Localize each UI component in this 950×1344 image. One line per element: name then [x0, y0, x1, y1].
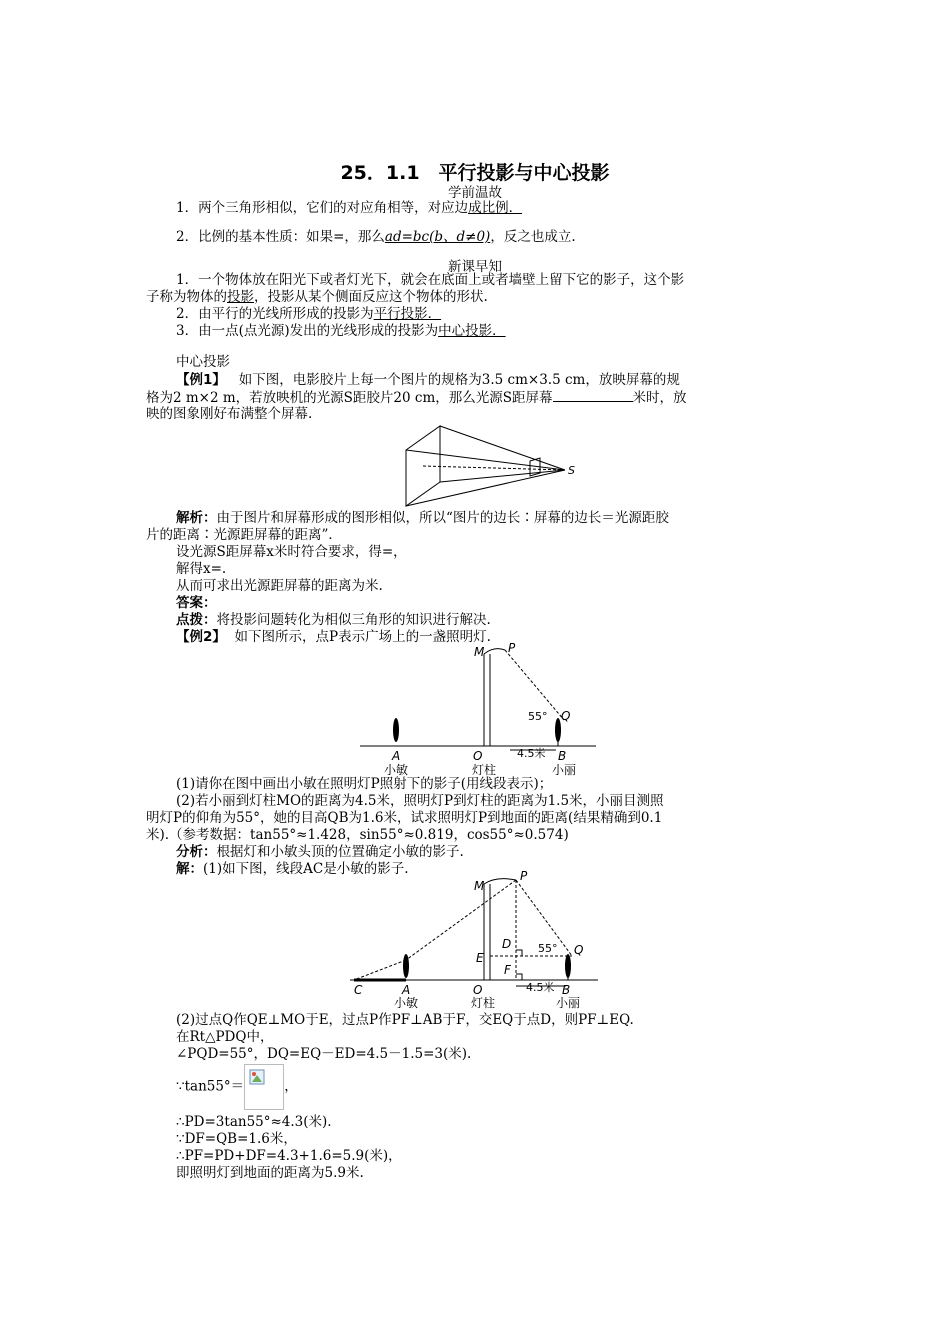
- ex2-solution-2-6: ∵DF=QB=1.6米，: [176, 1131, 297, 1147]
- label-distance: 4.5米: [517, 747, 546, 760]
- label-M2: M: [474, 879, 485, 893]
- label-C: C: [354, 983, 363, 997]
- street-lamp-figure-2: [350, 870, 600, 1010]
- ex2-analysis: 分析：根据灯和小敏头顶的位置确定小敏的影子.: [176, 844, 464, 860]
- label-F: F: [504, 963, 511, 977]
- ex2-solution-1: 解：(1)如下图，线段AC是小敏的影子.: [176, 861, 409, 877]
- preview-p2: 2．由平行的光线所形成的投影为平行投影．: [176, 306, 442, 322]
- ex1-answer-label: 答案：: [176, 595, 217, 611]
- preview-p1-line2: 子称为物体的投影，投影从某个侧面反应这个物体的形状.: [146, 289, 488, 305]
- label-D: D: [502, 937, 512, 951]
- label-A: A: [392, 749, 401, 763]
- label-xiaoli: 小丽: [552, 763, 577, 777]
- ex1-solution-2: 片的距离∶光源距屏幕的距离”．: [146, 527, 342, 543]
- ex2-solution-2-3: ∠PQD=55°，DQ=EQ－ED=4.5－1.5=3(米).: [176, 1046, 472, 1062]
- review-item-1: 1．两个三角形相似，它们的对应角相等，对应边成比例．: [176, 200, 523, 216]
- ex1-solution-1: 解析：由于图片和屏幕形成的图形相似，所以“图片的边长∶屏幕的边长＝光源距胶: [176, 510, 669, 526]
- label-E: E: [476, 951, 484, 965]
- label-P2: P: [520, 869, 528, 883]
- page-title: 25．1.1 平行投影与中心投影: [340, 162, 610, 184]
- ex2-question-2b: 明灯P的仰角为55°，她的目高QB为1.6米，试求照明灯P到地面的距离(结果精确到0.1: [146, 810, 663, 826]
- ex2-question-1: (1)请你在图中画出小敏在照明灯P照射下的影子(用线段表示)；: [176, 776, 553, 792]
- label-S: S: [568, 464, 575, 477]
- example2-line1: 【例2】 如下图所示，点P表示广场上的一盏照明灯.: [176, 629, 491, 645]
- label-pole-2: 灯柱: [471, 996, 496, 1010]
- label-angle: 55°: [528, 710, 548, 723]
- ex2-solution-2-1: (2)过点Q作QE⊥MO于E，过点P作PF⊥AB于F，交EQ于点D，则PF⊥EQ.: [176, 1012, 634, 1028]
- label-xiaoli-2: 小丽: [556, 996, 581, 1010]
- label-xiaomin-2: 小敏: [394, 996, 419, 1010]
- label-xiaomin: 小敏: [384, 763, 409, 777]
- label-M: M: [474, 645, 485, 659]
- label-Q: Q: [561, 709, 571, 723]
- label-B: B: [558, 749, 567, 763]
- ex2-solution-2-8: 即照明灯到地面的距离为5.9米.: [176, 1165, 364, 1181]
- label-angle-2: 55°: [538, 942, 558, 955]
- label-O: O: [473, 749, 483, 763]
- ex2-solution-2-5: ∴PD=3tan55°≈4.3(米).: [176, 1114, 332, 1130]
- street-lamp-figure-1: [360, 640, 600, 775]
- broken-image-icon: [244, 1064, 284, 1110]
- ex1-tip: 点拨：将投影问题转化为相似三角形的知识进行解决.: [176, 612, 491, 628]
- ex1-solution-5: 从而可求出光源距屏幕的距离为米.: [176, 578, 383, 594]
- review-item-2: 2．比例的基本性质：如果=，那么ad=bc(b、d≠0)，反之也成立.: [176, 229, 576, 245]
- ex2-solution-2-7: ∴PF=PD+DF=4.3+1.6=5.9(米)，: [176, 1148, 402, 1164]
- label-distance-2: 4.5米: [526, 981, 555, 994]
- ex1-solution-3: 设光源S距屏幕x米时符合要求，得=，: [176, 544, 407, 560]
- example1-line2: 格为2 m×2 m，若放映机的光源S距胶片20 cm，那么光源S距屏幕 米时，放: [146, 390, 687, 406]
- example1-line1: 【例1】 如下图，电影胶片上每一个图片的规格为3.5 cm×3.5 cm，放映屏幕的规: [176, 372, 680, 388]
- preview-p3: 3．由一点(点光源)发出的光线形成的投影为中心投影．: [176, 323, 506, 339]
- label-P: P: [508, 641, 516, 655]
- example1-line3: 映的图象刚好布满整个屏幕.: [146, 406, 313, 422]
- ex2-question-2c: 米).（参考数据：tan55°≈1.428，sin55°≈0.819，cos55°≈0.574): [146, 827, 569, 843]
- preview-p1-line1: 1．一个物体放在阳光下或者灯光下，就会在底面上或者墙壁上留下它的影子，这个影: [176, 272, 685, 288]
- label-B2: B: [562, 983, 571, 997]
- label-O2: O: [473, 983, 483, 997]
- ex2-solution-2-4: ∵tan55°＝ ，: [176, 1064, 298, 1110]
- label-Q2: Q: [574, 943, 584, 957]
- label-pole: 灯柱: [472, 763, 497, 777]
- label-A2: A: [402, 983, 411, 997]
- section-heading: 中心投影: [176, 354, 230, 370]
- ex2-solution-2-2: 在Rt△PDQ中，: [176, 1029, 274, 1045]
- review-heading: 学前温故: [448, 185, 502, 201]
- ex2-question-2a: (2)若小丽到灯柱MO的距离为4.5米，照明灯P到灯柱的距离为1.5米，小丽目测照: [176, 793, 664, 809]
- preview-heading: 新课早知: [448, 259, 502, 275]
- projector-figure: [400, 424, 590, 508]
- ex1-solution-4: 解得x=.: [176, 561, 227, 577]
